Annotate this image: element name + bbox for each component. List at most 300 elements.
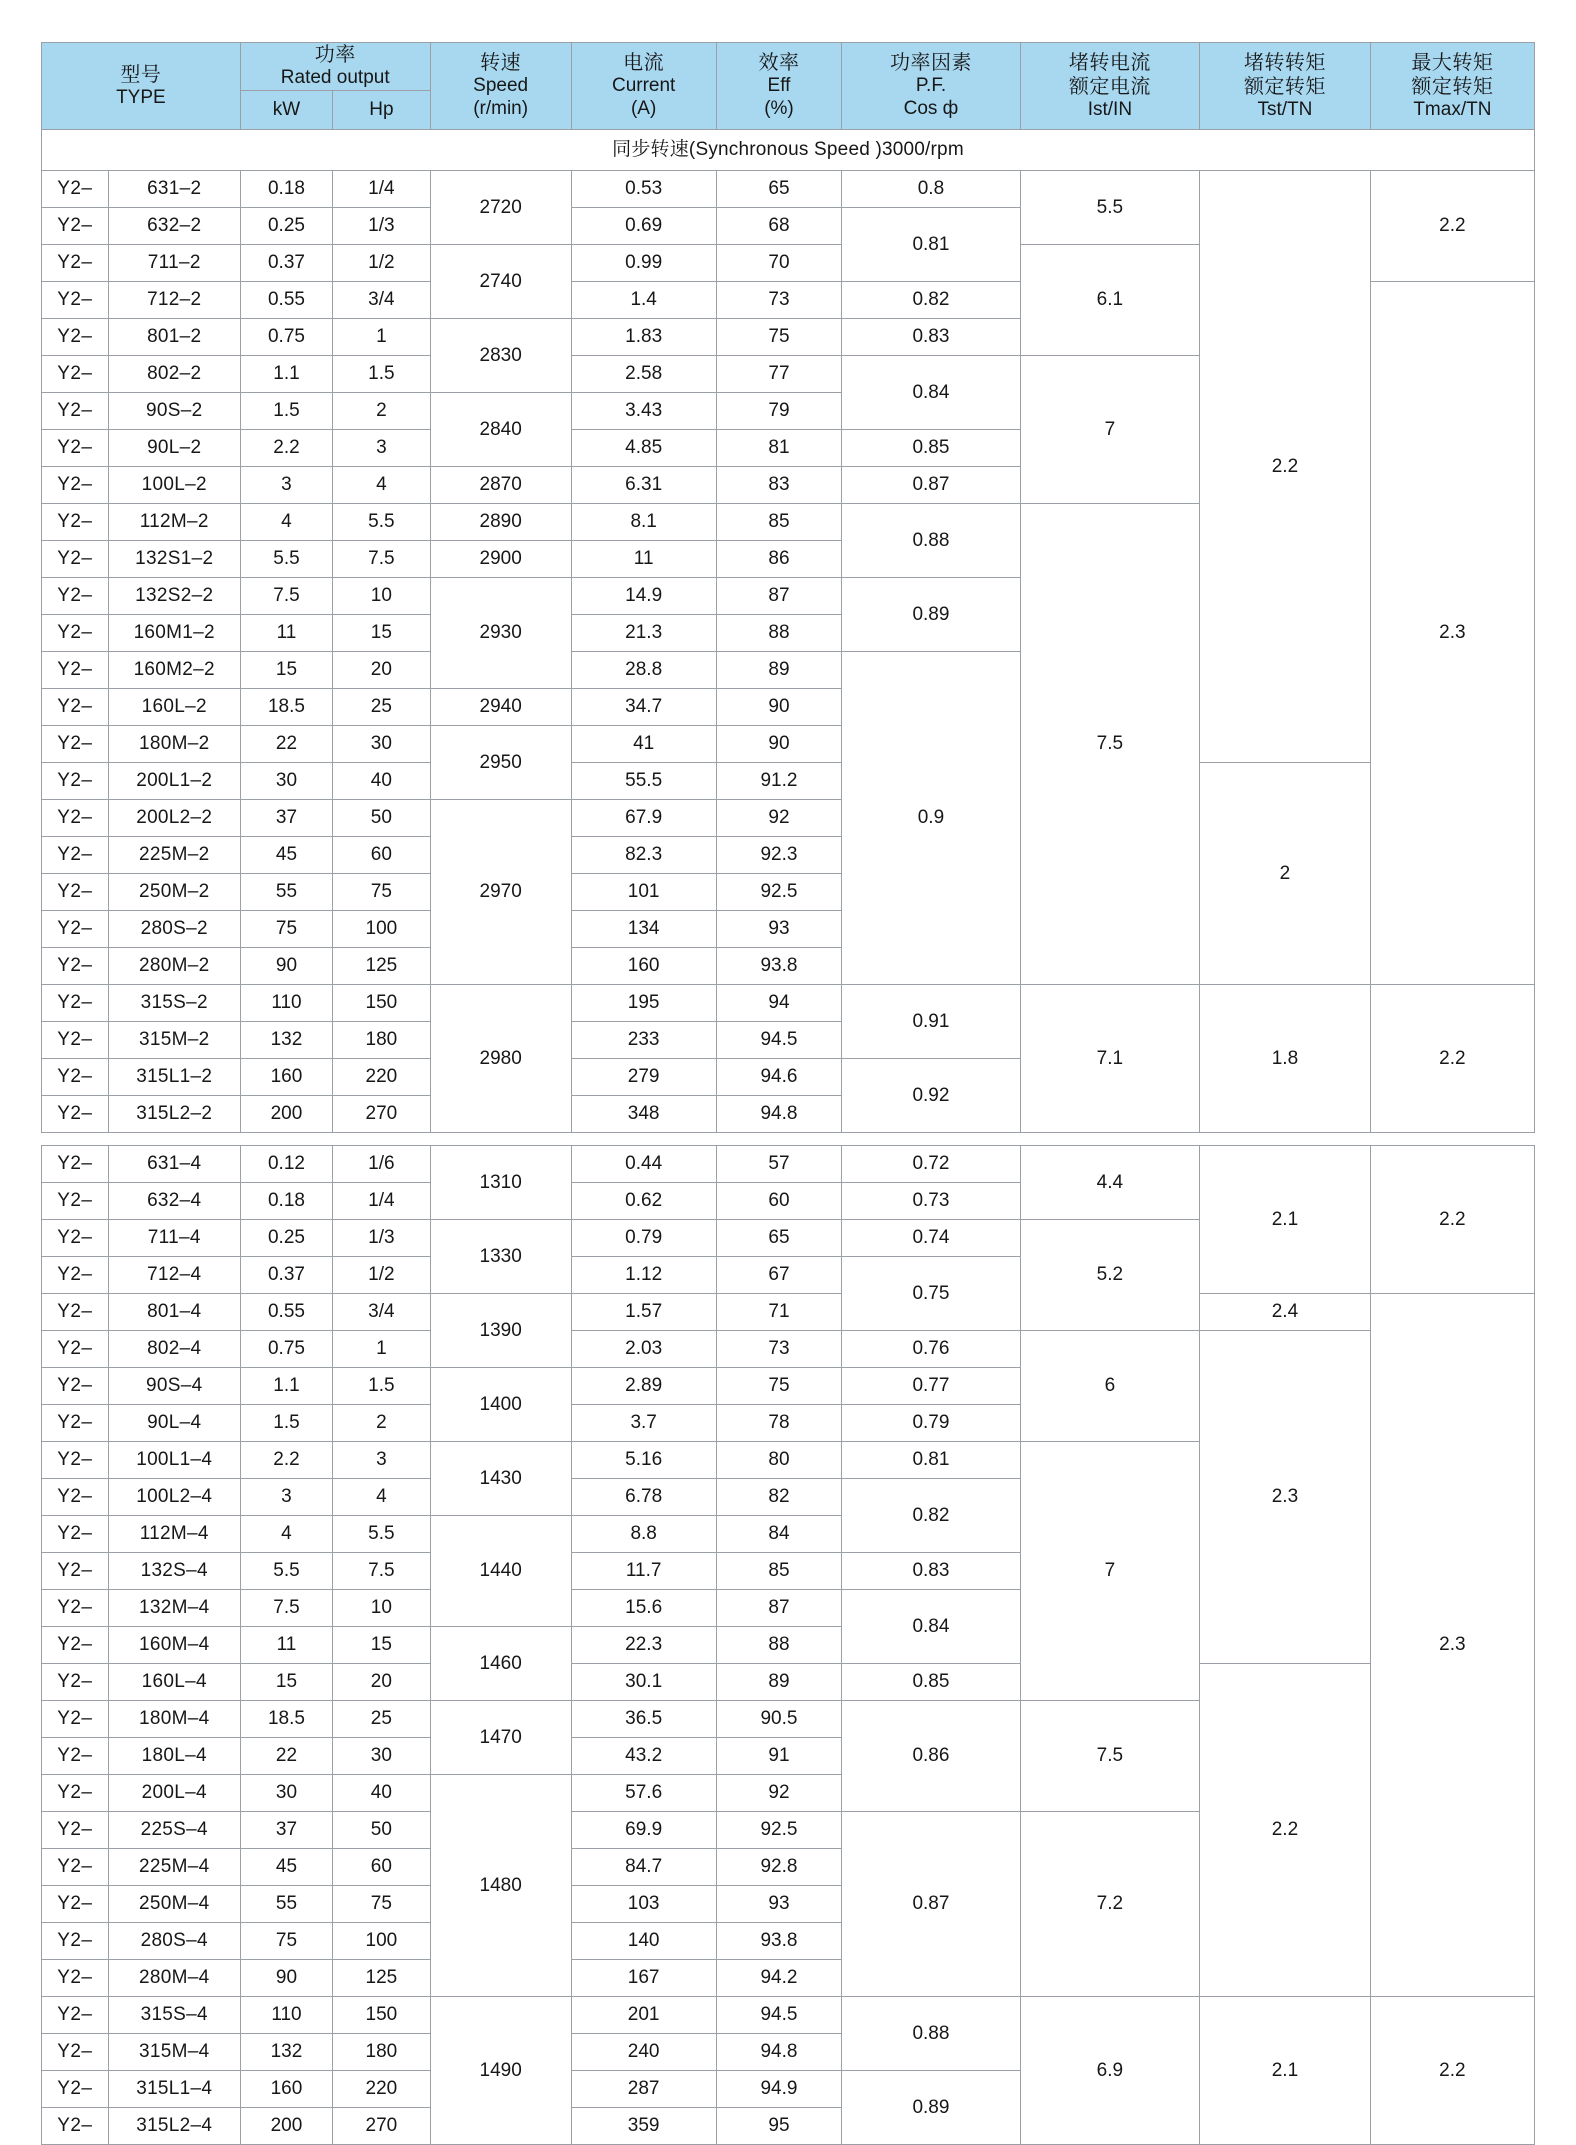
header-pf-cn: 功率因素	[889, 52, 972, 75]
header-tst-cn2: 额定转矩	[1243, 75, 1326, 98]
cell-rated-output-kw: 7.5	[240, 577, 332, 614]
cell-rated-output-hp: 30	[333, 725, 430, 762]
cell-rated-output-hp: 10	[333, 577, 430, 614]
section-gap-cell	[430, 1132, 571, 1145]
header-eff-unit: (%)	[764, 97, 794, 119]
cell-type-prefix: Y2–	[42, 1959, 109, 1996]
cell-rated-output-kw: 30	[240, 762, 332, 799]
cell-speed: 1490	[430, 1996, 571, 2144]
cell-rated-output-kw: 160	[240, 2070, 332, 2107]
cell-type-prefix: Y2–	[42, 1663, 109, 1700]
cell-rated-output-hp: 2	[333, 392, 430, 429]
cell-type-prefix: Y2–	[42, 1293, 109, 1330]
cell-rated-output-hp: 1/6	[333, 1145, 430, 1182]
cell-rated-output-hp: 40	[333, 762, 430, 799]
cell-current: 0.44	[571, 1145, 716, 1182]
cell-rated-output-hp: 1/4	[333, 1182, 430, 1219]
cell-current: 3.7	[571, 1404, 716, 1441]
cell-efficiency: 94.9	[716, 2070, 842, 2107]
cell-type-model: 100L1–4	[108, 1441, 240, 1478]
cell-current: 6.78	[571, 1478, 716, 1515]
cell-type-prefix: Y2–	[42, 1700, 109, 1737]
cell-speed: 1310	[430, 1145, 571, 1219]
header-current-cn: 电流	[623, 52, 665, 75]
cell-ist-in: 4.4	[1020, 1145, 1200, 1219]
cell-type-prefix: Y2–	[42, 392, 109, 429]
cell-rated-output-kw: 0.18	[240, 1182, 332, 1219]
cell-efficiency: 90.5	[716, 1700, 842, 1737]
section-gap-cell	[42, 1132, 109, 1145]
cell-rated-output-hp: 5.5	[333, 503, 430, 540]
cell-speed: 1400	[430, 1367, 571, 1441]
cell-efficiency: 88	[716, 1626, 842, 1663]
cell-type-model: 632–2	[108, 207, 240, 244]
cell-speed: 2900	[430, 540, 571, 577]
cell-current: 140	[571, 1922, 716, 1959]
cell-rated-output-hp: 30	[333, 1737, 430, 1774]
header-type-en: TYPE	[116, 86, 166, 108]
header-ist-cn2: 额定电流	[1068, 75, 1151, 98]
cell-rated-output-kw: 75	[240, 910, 332, 947]
cell-rated-output-hp: 7.5	[333, 1552, 430, 1589]
cell-speed: 2870	[430, 466, 571, 503]
header-eff-en: Eff	[767, 75, 791, 97]
cell-speed: 1460	[430, 1626, 571, 1700]
cell-type-prefix: Y2–	[42, 1811, 109, 1848]
cell-efficiency: 86	[716, 540, 842, 577]
cell-type-prefix: Y2–	[42, 725, 109, 762]
cell-power-factor: 0.76	[842, 1330, 1020, 1367]
spec-sheet	[41, 42, 1535, 2145]
table-header	[42, 43, 1535, 130]
cell-rated-output-kw: 15	[240, 651, 332, 688]
section-gap-cell	[1020, 1132, 1200, 1145]
cell-rated-output-hp: 125	[333, 947, 430, 984]
cell-rated-output-kw: 0.25	[240, 207, 332, 244]
header-rated-output-cn: 功率	[314, 44, 356, 66]
header-tst-tn	[1200, 43, 1371, 130]
cell-rated-output-hp: 1/2	[333, 244, 430, 281]
cell-efficiency: 78	[716, 1404, 842, 1441]
cell-efficiency: 73	[716, 1330, 842, 1367]
cell-power-factor: 0.85	[842, 1663, 1020, 1700]
cell-power-factor: 0.84	[842, 1589, 1020, 1663]
header-tst-en: Tst/TN	[1257, 98, 1313, 120]
header-ist-cn1: 堵转电流	[1068, 51, 1151, 74]
cell-power-factor: 0.83	[842, 1552, 1020, 1589]
cell-type-prefix: Y2–	[42, 1404, 109, 1441]
cell-efficiency: 89	[716, 651, 842, 688]
cell-current: 8.8	[571, 1515, 716, 1552]
header-speed-en: Speed	[473, 75, 529, 97]
cell-current: 41	[571, 725, 716, 762]
cell-rated-output-hp: 1/3	[333, 207, 430, 244]
cell-rated-output-hp: 20	[333, 651, 430, 688]
cell-current: 201	[571, 1996, 716, 2033]
cell-type-prefix: Y2–	[42, 1848, 109, 1885]
section-gap-cell	[240, 1132, 332, 1145]
cell-current: 55.5	[571, 762, 716, 799]
cell-type-prefix: Y2–	[42, 2033, 109, 2070]
cell-rated-output-hp: 3/4	[333, 281, 430, 318]
cell-efficiency: 92	[716, 1774, 842, 1811]
cell-type-prefix: Y2–	[42, 170, 109, 207]
cell-efficiency: 94.2	[716, 1959, 842, 1996]
cell-efficiency: 77	[716, 355, 842, 392]
cell-speed: 2980	[430, 984, 571, 1132]
cell-type-model: 711–4	[108, 1219, 240, 1256]
cell-current: 22.3	[571, 1626, 716, 1663]
cell-efficiency: 93	[716, 910, 842, 947]
cell-rated-output-kw: 75	[240, 1922, 332, 1959]
cell-current: 1.83	[571, 318, 716, 355]
cell-efficiency: 93.8	[716, 947, 842, 984]
cell-type-model: 225M–4	[108, 1848, 240, 1885]
cell-type-model: 160M2–2	[108, 651, 240, 688]
cell-tst-tn: 2	[1200, 762, 1371, 984]
cell-speed: 1330	[430, 1219, 571, 1293]
cell-type-prefix: Y2–	[42, 1922, 109, 1959]
cell-power-factor: 0.89	[842, 577, 1020, 651]
cell-speed: 2970	[430, 799, 571, 984]
cell-type-model: 112M–4	[108, 1515, 240, 1552]
cell-current: 359	[571, 2107, 716, 2144]
cell-power-factor: 0.92	[842, 1058, 1020, 1132]
cell-rated-output-hp: 4	[333, 1478, 430, 1515]
cell-type-prefix: Y2–	[42, 577, 109, 614]
cell-type-model: 315L2–4	[108, 2107, 240, 2144]
cell-type-prefix: Y2–	[42, 2070, 109, 2107]
cell-efficiency: 94.5	[716, 1996, 842, 2033]
cell-power-factor: 0.82	[842, 1478, 1020, 1552]
header-current	[571, 43, 716, 130]
cell-efficiency: 75	[716, 318, 842, 355]
cell-rated-output-kw: 0.37	[240, 1256, 332, 1293]
cell-efficiency: 87	[716, 1589, 842, 1626]
cell-type-model: 801–4	[108, 1293, 240, 1330]
cell-rated-output-hp: 50	[333, 799, 430, 836]
cell-type-model: 180M–4	[108, 1700, 240, 1737]
cell-type-prefix: Y2–	[42, 1145, 109, 1182]
cell-speed: 2930	[430, 577, 571, 688]
cell-rated-output-hp: 25	[333, 688, 430, 725]
cell-rated-output-kw: 1.1	[240, 1367, 332, 1404]
cell-rated-output-hp: 220	[333, 2070, 430, 2107]
cell-rated-output-kw: 0.75	[240, 318, 332, 355]
cell-power-factor: 0.87	[842, 1811, 1020, 1996]
cell-ist-in: 7.2	[1020, 1811, 1200, 1996]
cell-type-prefix: Y2–	[42, 1515, 109, 1552]
cell-current: 11.7	[571, 1552, 716, 1589]
cell-rated-output-hp: 1.5	[333, 355, 430, 392]
table-row	[42, 1996, 1535, 2033]
cell-power-factor: 0.81	[842, 207, 1020, 281]
header-type	[42, 43, 241, 130]
cell-rated-output-kw: 3	[240, 1478, 332, 1515]
cell-rated-output-hp: 3	[333, 1441, 430, 1478]
cell-rated-output-hp: 3/4	[333, 1293, 430, 1330]
cell-type-prefix: Y2–	[42, 1219, 109, 1256]
cell-current: 84.7	[571, 1848, 716, 1885]
table-body	[42, 129, 1535, 2144]
cell-efficiency: 94.8	[716, 1095, 842, 1132]
cell-type-model: 112M–2	[108, 503, 240, 540]
cell-current: 348	[571, 1095, 716, 1132]
cell-power-factor: 0.8	[842, 170, 1020, 207]
header-current-en: Current	[611, 75, 676, 97]
cell-type-prefix: Y2–	[42, 1885, 109, 1922]
header-unit-hp: Hp	[333, 90, 430, 129]
table-row	[42, 984, 1535, 1021]
cell-rated-output-kw: 0.25	[240, 1219, 332, 1256]
cell-efficiency: 65	[716, 170, 842, 207]
cell-rated-output-kw: 90	[240, 947, 332, 984]
table-row	[42, 1330, 1535, 1367]
cell-type-prefix: Y2–	[42, 1552, 109, 1589]
header-rated-output-en: Rated output	[280, 67, 390, 88]
cell-speed: 2740	[430, 244, 571, 318]
cell-type-model: 280S–2	[108, 910, 240, 947]
cell-efficiency: 94.6	[716, 1058, 842, 1095]
cell-rated-output-hp: 150	[333, 1996, 430, 2033]
cell-tst-tn: 2.3	[1200, 1330, 1371, 1663]
header-eff-cn: 效率	[758, 52, 800, 75]
cell-speed: 2950	[430, 725, 571, 799]
cell-rated-output-kw: 11	[240, 1626, 332, 1663]
cell-current: 57.6	[571, 1774, 716, 1811]
cell-efficiency: 94	[716, 984, 842, 1021]
cell-tmax-tn: 2.2	[1370, 984, 1534, 1132]
cell-rated-output-kw: 3	[240, 466, 332, 503]
cell-efficiency: 91	[716, 1737, 842, 1774]
cell-current: 14.9	[571, 577, 716, 614]
cell-type-model: 180M–2	[108, 725, 240, 762]
cell-rated-output-kw: 110	[240, 984, 332, 1021]
cell-efficiency: 89	[716, 1663, 842, 1700]
section-gap-cell	[1200, 1132, 1371, 1145]
cell-type-prefix: Y2–	[42, 503, 109, 540]
cell-type-model: 802–4	[108, 1330, 240, 1367]
cell-type-prefix: Y2–	[42, 318, 109, 355]
cell-type-model: 180L–4	[108, 1737, 240, 1774]
cell-type-model: 160M–4	[108, 1626, 240, 1663]
cell-type-prefix: Y2–	[42, 540, 109, 577]
cell-efficiency: 75	[716, 1367, 842, 1404]
cell-power-factor: 0.83	[842, 318, 1020, 355]
cell-current: 240	[571, 2033, 716, 2070]
cell-rated-output-hp: 4	[333, 466, 430, 503]
cell-tst-tn: 2.1	[1200, 1145, 1371, 1293]
cell-efficiency: 92	[716, 799, 842, 836]
cell-type-prefix: Y2–	[42, 1441, 109, 1478]
cell-current: 279	[571, 1058, 716, 1095]
cell-rated-output-kw: 1.5	[240, 392, 332, 429]
cell-current: 28.8	[571, 651, 716, 688]
cell-type-model: 801–2	[108, 318, 240, 355]
cell-rated-output-hp: 60	[333, 1848, 430, 1885]
cell-current: 15.6	[571, 1589, 716, 1626]
cell-rated-output-hp: 7.5	[333, 540, 430, 577]
cell-efficiency: 67	[716, 1256, 842, 1293]
cell-speed: 2720	[430, 170, 571, 244]
header-current-unit: (A)	[630, 97, 657, 119]
cell-rated-output-hp: 10	[333, 1589, 430, 1626]
cell-type-prefix: Y2–	[42, 1021, 109, 1058]
cell-rated-output-kw: 132	[240, 2033, 332, 2070]
cell-type-prefix: Y2–	[42, 1774, 109, 1811]
cell-current: 43.2	[571, 1737, 716, 1774]
cell-tmax-tn: 2.3	[1370, 281, 1534, 984]
table-row	[42, 1663, 1535, 1700]
cell-type-model: 712–4	[108, 1256, 240, 1293]
cell-efficiency: 92.5	[716, 873, 842, 910]
cell-rated-output-kw: 30	[240, 1774, 332, 1811]
cell-type-model: 132M–4	[108, 1589, 240, 1626]
cell-efficiency: 70	[716, 244, 842, 281]
cell-type-model: 315S–2	[108, 984, 240, 1021]
cell-rated-output-kw: 1.1	[240, 355, 332, 392]
cell-type-model: 315S–4	[108, 1996, 240, 2033]
cell-type-model: 90S–4	[108, 1367, 240, 1404]
section-gap-row	[42, 1132, 1535, 1145]
cell-type-prefix: Y2–	[42, 910, 109, 947]
cell-tmax-tn: 2.2	[1370, 1145, 1534, 1293]
cell-type-prefix: Y2–	[42, 799, 109, 836]
cell-efficiency: 71	[716, 1293, 842, 1330]
cell-rated-output-hp: 1/3	[333, 1219, 430, 1256]
cell-type-model: 631–2	[108, 170, 240, 207]
cell-rated-output-hp: 15	[333, 1626, 430, 1663]
cell-type-prefix: Y2–	[42, 762, 109, 799]
cell-current: 2.03	[571, 1330, 716, 1367]
cell-efficiency: 80	[716, 1441, 842, 1478]
cell-type-prefix: Y2–	[42, 429, 109, 466]
cell-rated-output-kw: 0.55	[240, 281, 332, 318]
cell-ist-in: 7.5	[1020, 503, 1200, 984]
cell-tst-tn: 2.4	[1200, 1293, 1371, 1330]
cell-power-factor: 0.91	[842, 984, 1020, 1058]
header-pf-en: P.F.	[915, 75, 947, 97]
cell-rated-output-hp: 1/2	[333, 1256, 430, 1293]
cell-current: 195	[571, 984, 716, 1021]
cell-current: 101	[571, 873, 716, 910]
cell-power-factor: 0.87	[842, 466, 1020, 503]
cell-current: 34.7	[571, 688, 716, 725]
cell-rated-output-kw: 7.5	[240, 1589, 332, 1626]
cell-rated-output-hp: 2	[333, 1404, 430, 1441]
cell-rated-output-hp: 25	[333, 1700, 430, 1737]
cell-efficiency: 92.5	[716, 1811, 842, 1848]
cell-power-factor: 0.88	[842, 503, 1020, 577]
cell-rated-output-kw: 0.12	[240, 1145, 332, 1182]
cell-ist-in: 6.9	[1020, 1996, 1200, 2144]
cell-rated-output-hp: 50	[333, 1811, 430, 1848]
cell-type-model: 711–2	[108, 244, 240, 281]
cell-speed: 2840	[430, 392, 571, 466]
cell-rated-output-hp: 60	[333, 836, 430, 873]
cell-efficiency: 84	[716, 1515, 842, 1552]
cell-type-model: 100L–2	[108, 466, 240, 503]
cell-current: 36.5	[571, 1700, 716, 1737]
cell-power-factor: 0.79	[842, 1404, 1020, 1441]
cell-type-model: 90L–4	[108, 1404, 240, 1441]
cell-rated-output-kw: 0.75	[240, 1330, 332, 1367]
cell-type-model: 315M–2	[108, 1021, 240, 1058]
cell-type-prefix: Y2–	[42, 1095, 109, 1132]
cell-efficiency: 94.5	[716, 1021, 842, 1058]
cell-rated-output-hp: 1	[333, 1330, 430, 1367]
cell-ist-in: 6	[1020, 1330, 1200, 1441]
cell-type-model: 315L1–2	[108, 1058, 240, 1095]
cell-speed: 2830	[430, 318, 571, 392]
cell-efficiency: 87	[716, 577, 842, 614]
cell-rated-output-hp: 3	[333, 429, 430, 466]
cell-speed: 1470	[430, 1700, 571, 1774]
cell-power-factor: 0.75	[842, 1256, 1020, 1330]
cell-type-model: 132S–4	[108, 1552, 240, 1589]
cell-tst-tn: 2.1	[1200, 1996, 1371, 2144]
cell-tmax-tn: 2.2	[1370, 170, 1534, 281]
header-eff	[716, 43, 842, 130]
cell-type-prefix: Y2–	[42, 1589, 109, 1626]
cell-rated-output-kw: 200	[240, 2107, 332, 2144]
cell-type-model: 250M–4	[108, 1885, 240, 1922]
cell-type-model: 90L–2	[108, 429, 240, 466]
section-gap-cell	[571, 1132, 716, 1145]
cell-rated-output-kw: 11	[240, 614, 332, 651]
cell-type-model: 250M–2	[108, 873, 240, 910]
cell-rated-output-kw: 0.55	[240, 1293, 332, 1330]
cell-current: 160	[571, 947, 716, 984]
cell-power-factor: 0.73	[842, 1182, 1020, 1219]
cell-type-model: 160L–2	[108, 688, 240, 725]
cell-efficiency: 92.3	[716, 836, 842, 873]
cell-rated-output-hp: 5.5	[333, 1515, 430, 1552]
section-gap-cell	[842, 1132, 1020, 1145]
cell-efficiency: 65	[716, 1219, 842, 1256]
cell-rated-output-kw: 200	[240, 1095, 332, 1132]
section-banner: 同步转速(Synchronous Speed )3000/rpm	[42, 129, 1535, 170]
cell-type-prefix: Y2–	[42, 1256, 109, 1293]
cell-type-prefix: Y2–	[42, 1330, 109, 1367]
cell-rated-output-hp: 1/4	[333, 170, 430, 207]
cell-ist-in: 5.2	[1020, 1219, 1200, 1330]
cell-ist-in: 6.1	[1020, 244, 1200, 355]
cell-type-prefix: Y2–	[42, 1058, 109, 1095]
cell-current: 103	[571, 1885, 716, 1922]
cell-efficiency: 90	[716, 725, 842, 762]
cell-efficiency: 95	[716, 2107, 842, 2144]
cell-type-prefix: Y2–	[42, 1182, 109, 1219]
header-power-factor	[842, 43, 1020, 130]
cell-current: 0.53	[571, 170, 716, 207]
cell-type-model: 280M–2	[108, 947, 240, 984]
cell-type-model: 132S2–2	[108, 577, 240, 614]
cell-rated-output-hp: 150	[333, 984, 430, 1021]
section-gap-cell	[716, 1132, 842, 1145]
cell-efficiency: 83	[716, 466, 842, 503]
cell-efficiency: 90	[716, 688, 842, 725]
header-tmax-cn1: 最大转矩	[1411, 51, 1494, 74]
cell-type-model: 315M–4	[108, 2033, 240, 2070]
header-pf-unit: Cos ф	[903, 97, 959, 119]
cell-current: 287	[571, 2070, 716, 2107]
section-gap-cell	[1370, 1132, 1534, 1145]
cell-tst-tn: 2.2	[1200, 1663, 1371, 1996]
cell-rated-output-kw: 45	[240, 1848, 332, 1885]
cell-type-prefix: Y2–	[42, 947, 109, 984]
cell-power-factor: 0.84	[842, 355, 1020, 429]
